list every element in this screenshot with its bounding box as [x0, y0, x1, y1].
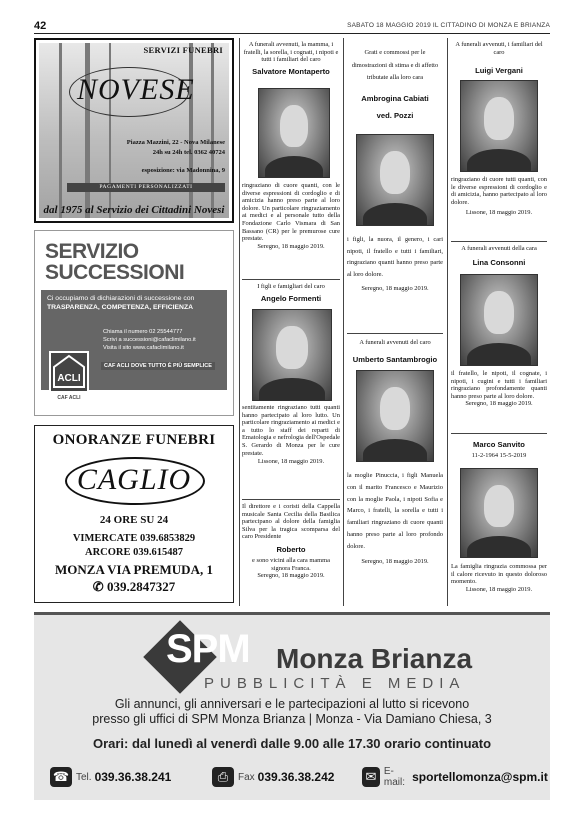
svg-text:ACLI: ACLI — [57, 373, 81, 384]
header-dateline: SABATO 18 MAGGIO 2019 IL CITTADINO DI MONZA E BRIANZA — [347, 22, 550, 29]
email-icon: ✉ — [362, 767, 380, 787]
obituary-sanvito — [451, 440, 547, 460]
email-label: E-mail: — [383, 766, 405, 788]
ad-onoranze-funebri-caglio — [34, 425, 234, 603]
ad-successioni-website: Visita il sito www.cafaclimilano.it — [103, 345, 184, 351]
obituary-photo-santambrogio — [356, 370, 434, 462]
caf-acli-label: CAF ACLI — [57, 395, 81, 401]
obituary-body: ringraziano di cuore tutti quanti, con le diverse espressioni di cordoglio e di amicizia, hanno partecipato al loro dolore. — [451, 176, 547, 206]
obituary-intro: A funerali avvenuti, la mamma, i fratelli, la sorella, i cognati, i nipoti e tutti i familiari del caro — [243, 41, 339, 64]
ad-novese-phone: 24h su 24h tel. 0362 40724 — [152, 149, 225, 156]
obituary-name: Ambrogina Cabiati — [361, 93, 429, 103]
obituary-intro: A funerali avvenuti, i familiari del caro — [455, 41, 543, 56]
spm-info-line1: Gli annunci, gli anniversari e le partecipazioni al lutto si ricevono — [114, 697, 470, 711]
column-divider — [239, 38, 240, 606]
obituary-photo-montaperto — [258, 88, 330, 178]
obituary-intro: Il direttore e i coristi della Cappella musicale Santa Cecilia della Basilica partecipano al dolore della famiglia Silva per la tragica scomparsa del caro Presidente — [242, 503, 340, 541]
obituary-cabiati — [347, 47, 443, 120]
obituary-photo-sanvito — [460, 468, 538, 558]
obituary-formenti-text — [242, 404, 340, 466]
obituary-photo-consonni — [460, 274, 538, 366]
obituary-santambrogio-text — [347, 470, 443, 565]
telephone-icon: ☎ — [50, 767, 72, 787]
obituary-body: La famiglia ringrazia commossa per il calore ricevuto in questo doloroso momento. — [451, 563, 547, 586]
fax-icon: ⎙ — [212, 767, 234, 787]
obituary-separator — [242, 499, 340, 500]
spm-contacts — [50, 765, 548, 789]
obituary-name: Salvatore Montaperto — [252, 66, 330, 76]
obituary-body: i figli, la nuora, il genero, i cari nipoti, il fratello e tutti i familiari, ringraziano quanti hanno preso parte al loro dolore. — [347, 236, 443, 278]
ad-successioni-email: Scrivi a successioni@cafaclimilano.it — [103, 337, 196, 343]
ad-successioni-text-line2: TRASPARENZA, COMPETENZA, EFFICIENZA — [47, 304, 194, 311]
ad-novese-background — [39, 43, 229, 218]
ad-novese-address: Piazza Mazzini, 22 - Nova Milanese — [126, 139, 225, 146]
obituary-separator — [451, 433, 547, 434]
obituary-vergani-text — [451, 176, 547, 217]
spm-info-line2: presso gli uffici di SPM Monza Brianza | Monza - Via Damiano Chiesa, 3 — [92, 712, 492, 726]
spm-logo — [166, 627, 280, 672]
phone-number: 039.36.38.241 — [94, 770, 172, 784]
ad-caglio-vimercate: VIMERCATE 039.6853829 — [72, 533, 196, 544]
obituary-roberto — [242, 503, 340, 580]
obituary-signature: Lissone, 18 maggio 2019. — [465, 209, 533, 217]
obituary-signature: Seregno, 18 maggio 2019. — [257, 572, 325, 580]
obituary-intro: I figli e famigliari del caro — [257, 283, 325, 290]
spm-email — [362, 765, 548, 789]
caf-acli-logo-icon — [49, 351, 89, 393]
ad-servizi-funebri-novese — [34, 38, 234, 223]
obituary-vergani — [451, 41, 547, 75]
obituary-name: Umberto Santambrogio — [352, 354, 438, 364]
ad-caglio-arcore: ARCORE 039.615487 — [84, 547, 183, 558]
obituary-body: ringraziano di cuore quanti, con le diverse espressioni di cordoglio e di amicizia hanno preso parte al loro dolore. Un particolare ringraziamento ai medici e al personale tutto della Fondazione Carlo Vismara di San Bassano (CR) per le premurose cure prestate. — [242, 182, 340, 243]
obituary-signature: Seregno, 18 maggio 2019. — [465, 400, 533, 408]
obituary-consonni — [451, 245, 547, 267]
ad-novese-exhibition: esposizione: via Madonnina, 9 — [141, 167, 225, 174]
obituary-signature: Lissone, 18 maggio 2019. — [257, 458, 325, 466]
obituary-montaperto — [242, 41, 340, 76]
obituary-signature: Seregno, 18 maggio 2019. — [257, 242, 325, 250]
obituary-name-suffix: ved. Pozzi — [376, 110, 414, 120]
ad-successioni-text — [47, 294, 223, 312]
obituary-intro: Grati e commossi per le dimostrazioni di stima e di affetto tributate alla loro cara — [351, 49, 439, 81]
spm-monza-brianza-banner — [34, 612, 550, 800]
obituary-name: Marco Sanvito — [473, 440, 525, 449]
spm-phone — [50, 765, 171, 789]
phone-label: Tel. — [76, 771, 92, 783]
obituary-signature: Seregno, 18 maggio 2019. — [361, 285, 429, 292]
obituary-intro: A funerali avvenuti del caro — [359, 339, 431, 346]
spm-subtitle: PUBBLICITÀ E MEDIA — [204, 675, 466, 692]
obituary-montaperto-text — [242, 182, 340, 250]
column-divider — [343, 38, 344, 606]
spm-fax — [212, 765, 334, 789]
spm-logo-text: SPM — [166, 627, 250, 671]
ad-successioni-title-line2: SUCCESSIONI — [45, 261, 185, 284]
ad-caglio-logo: CAGLIO — [76, 463, 192, 496]
obituary-santambrogio — [347, 339, 443, 364]
obituary-separator — [451, 241, 547, 242]
ad-caglio-hours: 24 ORE SU 24 — [99, 514, 169, 526]
spm-opening-hours: Orari: dal lunedì al venerdì dalle 9.00 alle 17.30 orario continuato — [92, 736, 492, 751]
obituary-photo-vergani — [460, 80, 538, 172]
email-address: sportellomonza@spm.it — [412, 770, 548, 784]
fax-label: Fax — [238, 771, 255, 783]
ad-caglio-monza-phone: ✆ 039.2847327 — [92, 579, 176, 594]
fax-number: 039.36.38.242 — [257, 770, 335, 784]
obituary-body: il fratello, le nipoti, il cognate, i nipoti, i cugini e tutti i familiari ringraziano profondamente quanti hanno preso parte al loro dolore. — [451, 370, 547, 400]
obituary-dates: 11-2-1964 15-5-2019 — [471, 452, 527, 459]
obituary-formenti — [242, 283, 340, 303]
obituary-signature: Lissone, 18 maggio 2019. — [465, 585, 533, 593]
ad-successioni-title — [45, 241, 184, 283]
page-header — [34, 22, 550, 34]
obituary-body: sentitamente ringraziano tutti quanti hanno partecipato al loro lutto. Un particolare ringraziamento ai medici e a tutto lo staff dei reparti di Ematologia e nefrologia dell'Ospedale S. Gerardo di Monza per le cure prestate. — [242, 404, 340, 457]
page-number: 42 — [34, 20, 47, 32]
obituary-consonni-text — [451, 370, 547, 408]
ad-successioni-text-line1: Ci occupiamo di dichiarazioni di successione con — [47, 295, 195, 302]
ad-successioni-title-line1: SERVIZIO — [45, 240, 139, 263]
obituary-intro: A funerali avvenuti della cara — [461, 245, 537, 252]
ad-caglio-monza-address: MONZA VIA PREMUDA, 1 — [55, 562, 213, 577]
obituary-name: Luigi Vergani — [475, 66, 523, 76]
ad-successioni-tagline: CAF ACLI DOVE TUTTO È PIÙ SEMPLICE — [101, 362, 215, 370]
obituary-photo-cabiati — [356, 134, 434, 226]
obituary-separator — [242, 279, 340, 280]
ad-servizio-successioni — [34, 230, 234, 416]
obituary-name: Lina Consonni — [472, 257, 526, 267]
ad-successioni-phone: Chiama il numero 02 25544777 — [103, 329, 183, 335]
obituary-body: e sono vicini alla cara mamma signora Franca. — [252, 556, 330, 572]
obituary-name: Angelo Formenti — [260, 293, 322, 303]
obituary-name: Roberto — [276, 544, 306, 554]
ad-novese-logo: NOVESE — [77, 73, 195, 106]
ad-novese-title: SERVIZI FUNEBRI — [143, 45, 223, 55]
obituary-cabiati-text — [347, 234, 443, 293]
spm-brand: Monza Brianza — [276, 643, 473, 674]
obituary-signature: Seregno, 18 maggio 2019. — [361, 557, 429, 565]
tree-decoration — [59, 43, 62, 218]
obituary-separator — [347, 333, 443, 334]
ad-caglio-title: ONORANZE FUNEBRI — [52, 432, 216, 448]
ad-successioni-contacts — [103, 328, 196, 352]
obituary-photo-formenti — [252, 309, 332, 401]
ad-novese-payment-bar: PAGAMENTI PERSONALIZZATI — [67, 183, 225, 192]
caf-acli-logo-graphic — [51, 353, 87, 391]
ad-novese-slogan: dal 1975 al Servizio dei Cittadini Novesi — [43, 204, 225, 216]
obituary-body: la moglie Pinuccia, i figli Manuela con il marito Francesco e Maurizio con la moglie Paola, i nipoti Sofia e Marco, i fratelli, la sorella e tutti i familiari ringraziano di cuore quanti hanno preso parte al loro profondo dolore. — [347, 472, 443, 550]
obituary-sanvito-text — [451, 563, 547, 593]
column-divider — [447, 38, 448, 606]
